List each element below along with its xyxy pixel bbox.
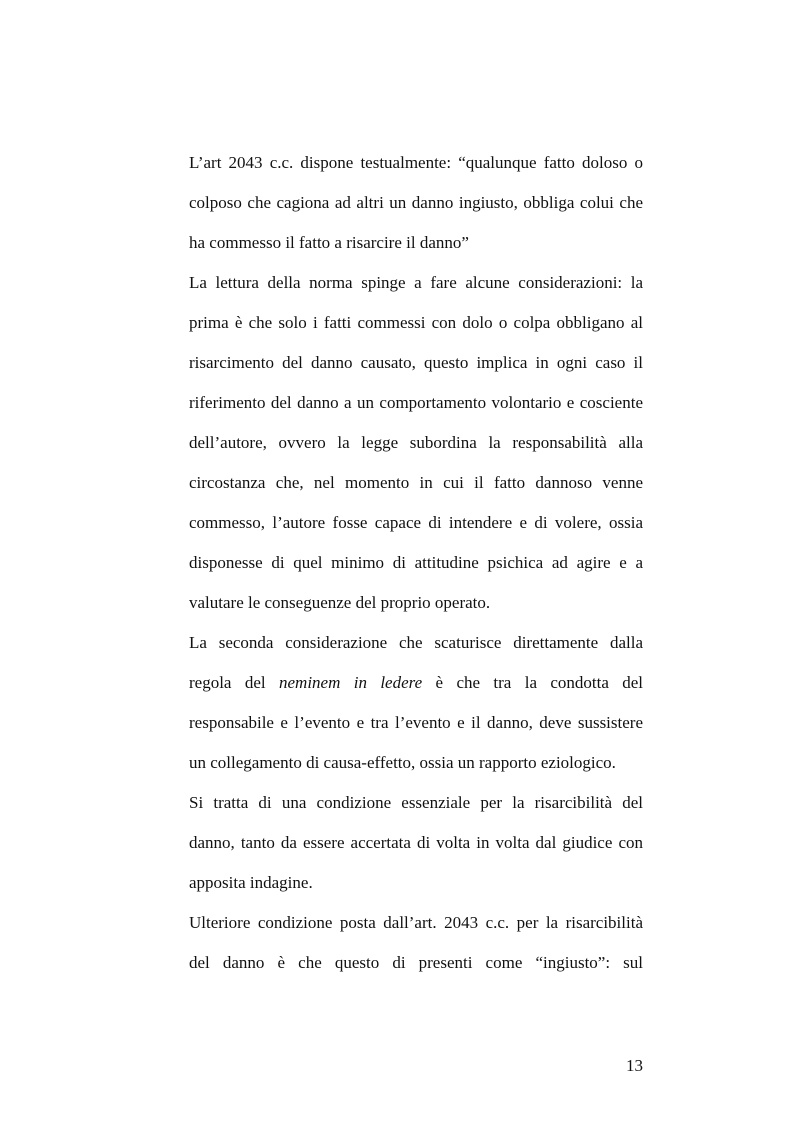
text-line: La lettura della norma spinge a fare alcune considerazioni: la bbox=[189, 273, 643, 292]
text-line: riferimento del danno a un comportamento volontario e cosciente bbox=[189, 393, 643, 412]
text-line: disponesse di quel minimo di attitudine psichica ad agire e a bbox=[189, 553, 643, 572]
page-number: 13 bbox=[626, 1056, 643, 1075]
latin-phrase: neminem in ledere bbox=[279, 673, 423, 692]
text-line: apposita indagine. bbox=[189, 873, 313, 892]
text-line: del danno è che questo di presenti come “ingiusto”: sul bbox=[189, 953, 643, 972]
text-line: dell’autore, ovvero la legge subordina la responsabilità alla bbox=[189, 433, 643, 452]
text-line: un collegamento di causa-effetto, ossia un rapporto eziologico. bbox=[189, 753, 616, 772]
text-line: danno, tanto da essere accertata di volta in volta dal giudice con bbox=[189, 833, 643, 852]
text-line: colposo che cagiona ad altri un danno ingiusto, obbliga colui che bbox=[189, 193, 643, 212]
text-line: valutare le conseguenze del proprio operato. bbox=[189, 593, 491, 612]
text-line: risarcimento del danno causato, questo implica in ogni caso il bbox=[189, 353, 643, 372]
text-line: prima è che solo i fatti commessi con dolo o colpa obbligano al bbox=[189, 313, 643, 332]
text-line bbox=[189, 663, 643, 703]
text-line: Ulteriore condizione posta dall’art. 2043 c.c. per la risarcibilità bbox=[189, 913, 643, 932]
text-line: L’art 2043 c.c. dispone testualmente: “qualunque fatto doloso o bbox=[189, 153, 643, 172]
text-segment: è che tra la condotta del bbox=[435, 673, 644, 692]
body-text bbox=[189, 143, 643, 983]
text-line: Si tratta di una condizione essenziale per la risarcibilità del bbox=[189, 793, 643, 812]
text-line: responsabile e l’evento e tra l’evento e il danno, deve sussistere bbox=[189, 713, 643, 732]
text-line: La seconda considerazione che scaturisce direttamente dalla bbox=[189, 633, 643, 652]
text-line: commesso, l’autore fosse capace di intendere e di volere, ossia bbox=[189, 513, 643, 532]
text-line: ha commesso il fatto a risarcire il danno” bbox=[189, 233, 469, 252]
text-line: circostanza che, nel momento in cui il fatto dannoso venne bbox=[189, 473, 643, 492]
text-segment: regola del bbox=[189, 673, 266, 692]
